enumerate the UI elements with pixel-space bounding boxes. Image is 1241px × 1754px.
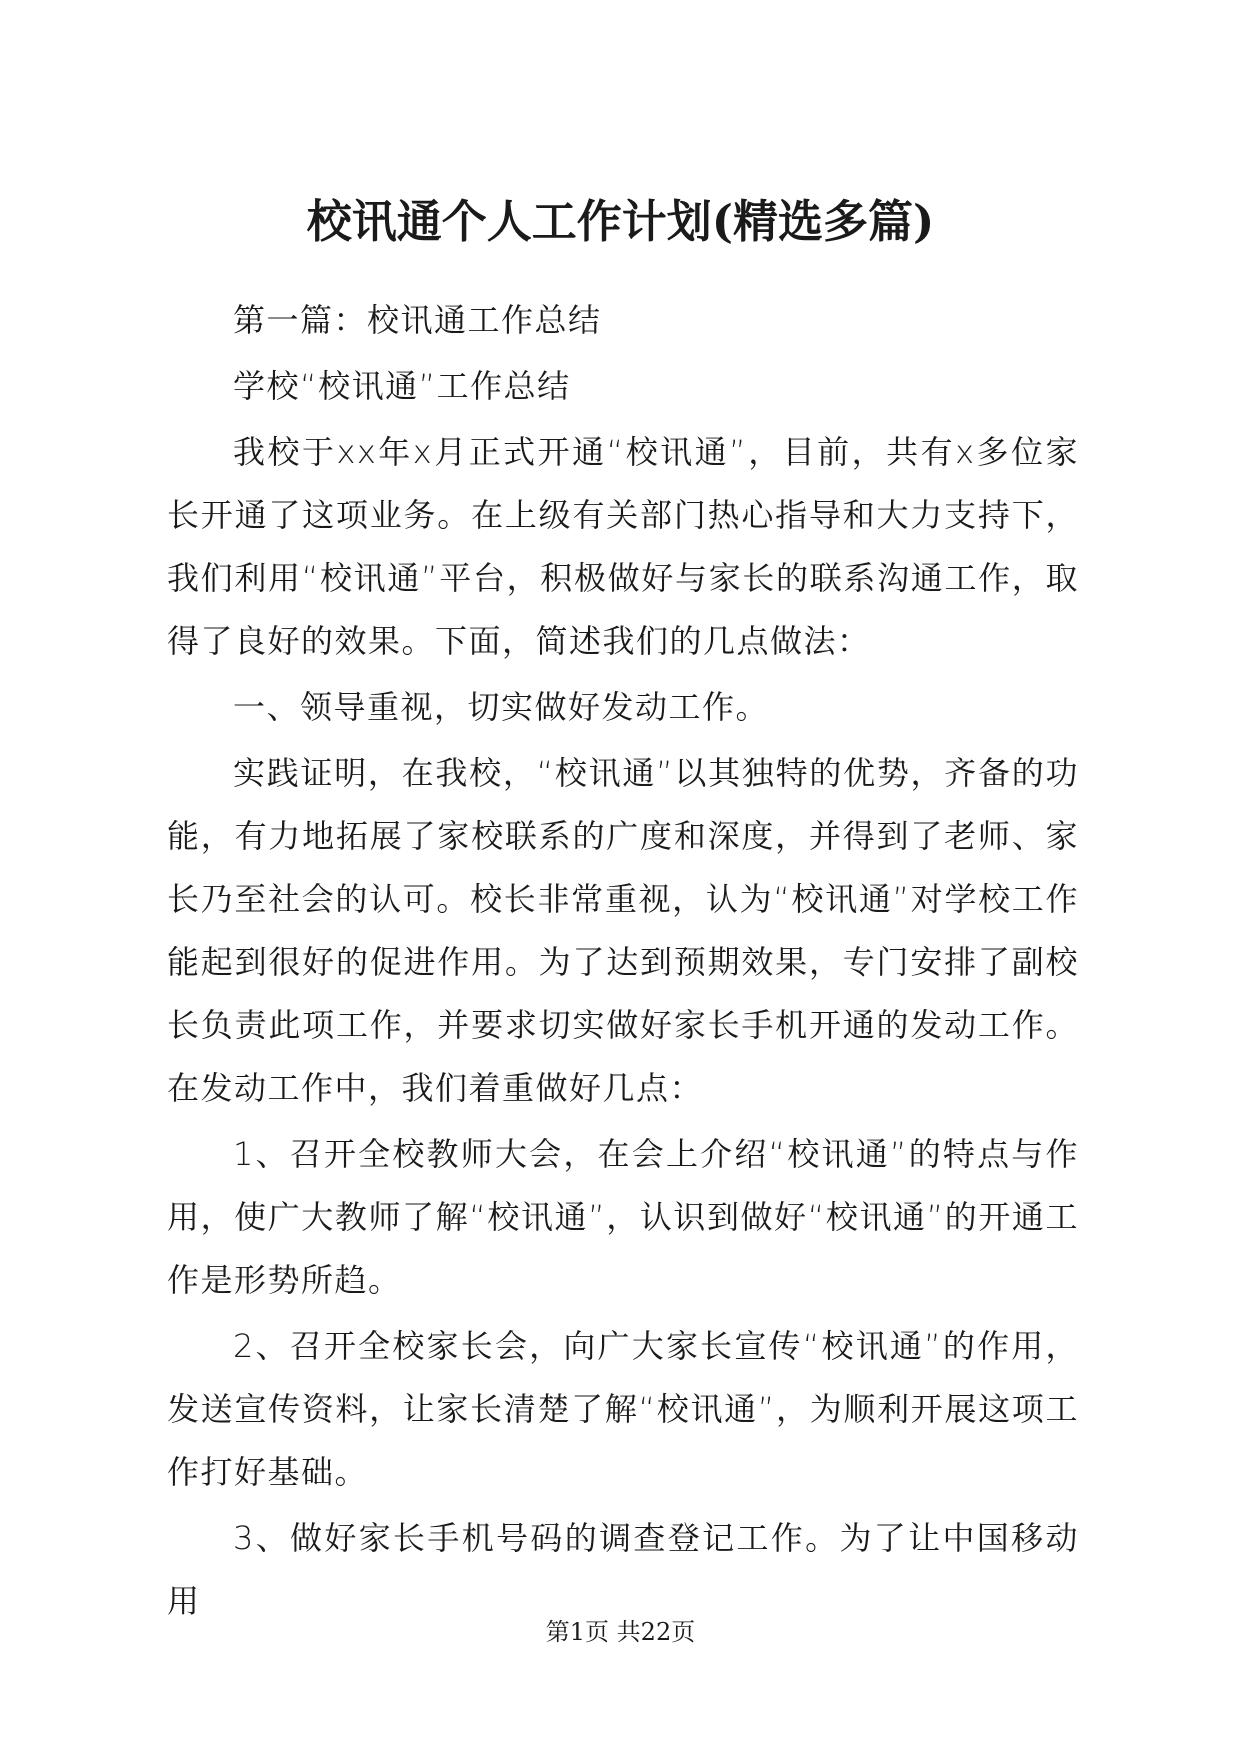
page-footer: 第1页 共22页 bbox=[545, 1618, 696, 1646]
paragraph-intro: 我校于xx年x月正式开通“校讯通”，目前，共有x多位家长开通了这项业务。在上级有关部门热心指导和大力支持下，我们利用“校讯通”平台，积极做好与家长的联系沟通工作，取得了良好的效果。下面，简述我们的几点做法： bbox=[167, 433, 1079, 660]
document-body bbox=[167, 289, 1079, 1636]
paragraph-section-heading: 第一篇：校讯通工作总结 bbox=[233, 301, 602, 339]
paragraph-item-3: 3、做好家长手机号码的调查登记工作。为了让中国移动用 bbox=[167, 1519, 1079, 1620]
paragraph-item-2: 2、召开全校家长会，向广大家长宣传“校讯通”的作用，发送宣传资料，让家长清楚了解“校讯通”，为顺利开展这项工作打好基础。 bbox=[167, 1327, 1079, 1491]
paragraph-item-1: 1、召开全校教师大会，在会上介绍“校讯通”的特点与作用，使广大教师了解“校讯通”，认识到做好“校讯通”的开通工作是形势所趋。 bbox=[167, 1135, 1079, 1299]
document-title: 校讯通个人工作计划(精选多篇) bbox=[306, 195, 935, 248]
paragraph-point-heading: 一、领导重视，切实做好发动工作。 bbox=[233, 688, 770, 726]
paragraph-practice: 实践证明，在我校，“校讯通”以其独特的优势，齐备的功能，有力地拓展了家校联系的广度和深度，并得到了老师、家长乃至社会的认可。校长非常重视，认为“校讯通”对学校工作能起到很好的促进作用。为了达到预期效果，专门安排了副校长负责此项工作，并要求切实做好家长手机开通的发动工作。在发动工作中，我们着重做好几点： bbox=[167, 754, 1079, 1107]
paragraph-subtitle: 学校“校讯通”工作总结 bbox=[233, 367, 571, 405]
